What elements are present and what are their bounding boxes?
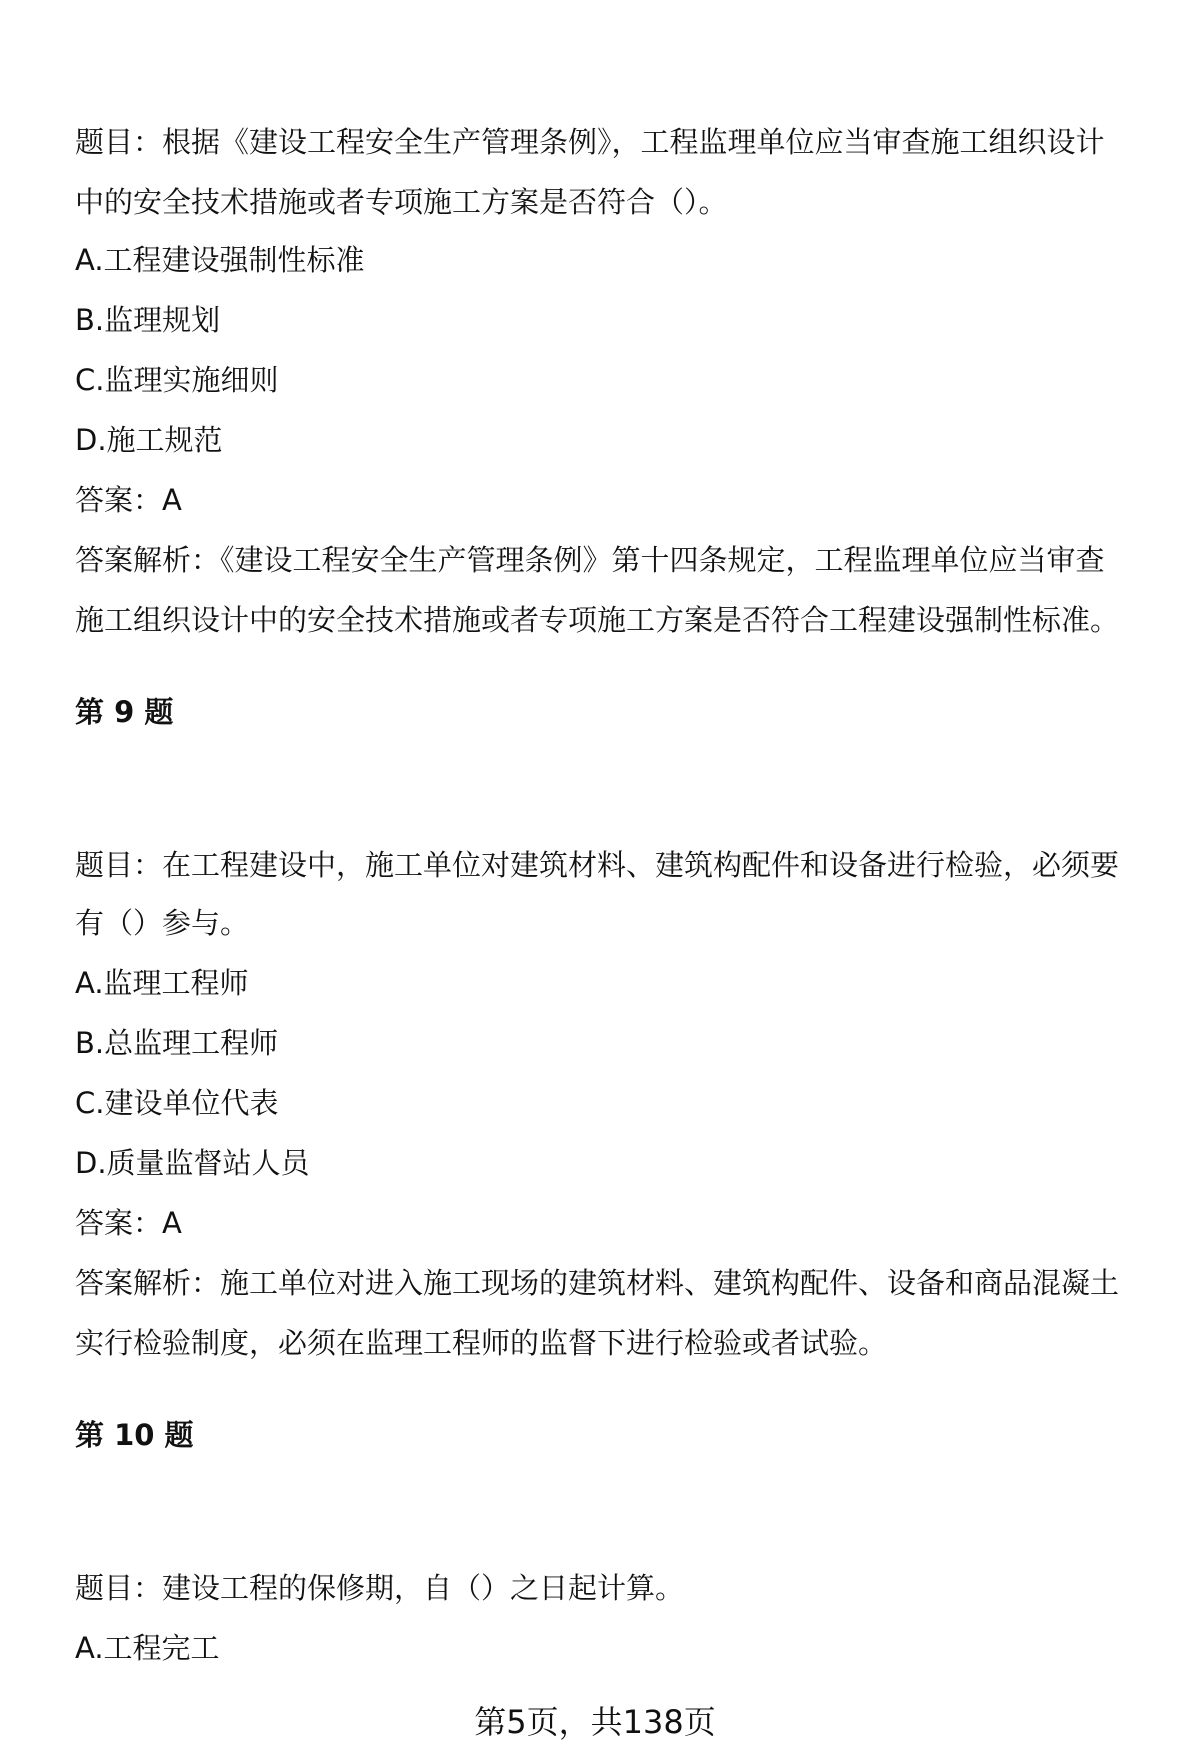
q10-heading: 第 10 题: [75, 1418, 194, 1452]
q9-heading: 第 9 题: [75, 695, 174, 729]
q9-explanation-line-1: 答案解析：施工单位对进入施工现场的建筑材料、建筑构配件、设备和商品混凝土: [75, 1266, 1120, 1300]
q8-option-c: C.监理实施细则: [75, 363, 279, 397]
q9-answer: 答案：A: [75, 1206, 182, 1240]
page-number-footer: 第5页，共138页: [474, 1703, 716, 1741]
q9-option-c: C.建设单位代表: [75, 1086, 279, 1120]
q8-answer: 答案：A: [75, 483, 182, 517]
q9-explanation-line-2: 实行检验制度，必须在监理工程师的监督下进行检验或者试验。: [75, 1326, 888, 1360]
q8-stem-line-2: 中的安全技术措施或者专项施工方案是否符合（）。: [75, 185, 728, 219]
q9-stem-line-1: 题目：在工程建设中，施工单位对建筑材料、建筑构配件和设备进行检验，必须要: [75, 848, 1120, 882]
q9-option-b: B.总监理工程师: [75, 1026, 279, 1060]
q10-stem-line-1: 题目：建设工程的保修期，自（）之日起计算。: [75, 1571, 685, 1605]
q8-explanation-line-1: 答案解析：《建设工程安全生产管理条例》第十四条规定，工程监理单位应当审查: [75, 543, 1105, 577]
q8-explanation-line-2: 施工组织设计中的安全技术措施或者专项施工方案是否符合工程建设强制性标准。: [75, 603, 1120, 637]
q9-stem-line-2: 有（）参与。: [75, 906, 250, 940]
q8-option-b: B.监理规划: [75, 303, 221, 337]
q9-option-d: D.质量监督站人员: [75, 1146, 310, 1180]
q10-option-a: A.工程完工: [75, 1631, 220, 1665]
q8-stem-line-1: 题目：根据《建设工程安全生产管理条例》，工程监理单位应当审查施工组织设计: [75, 125, 1105, 159]
q8-option-d: D.施工规范: [75, 423, 223, 457]
q9-option-a: A.监理工程师: [75, 966, 249, 1000]
q8-option-a: A.工程建设强制性标准: [75, 243, 365, 277]
